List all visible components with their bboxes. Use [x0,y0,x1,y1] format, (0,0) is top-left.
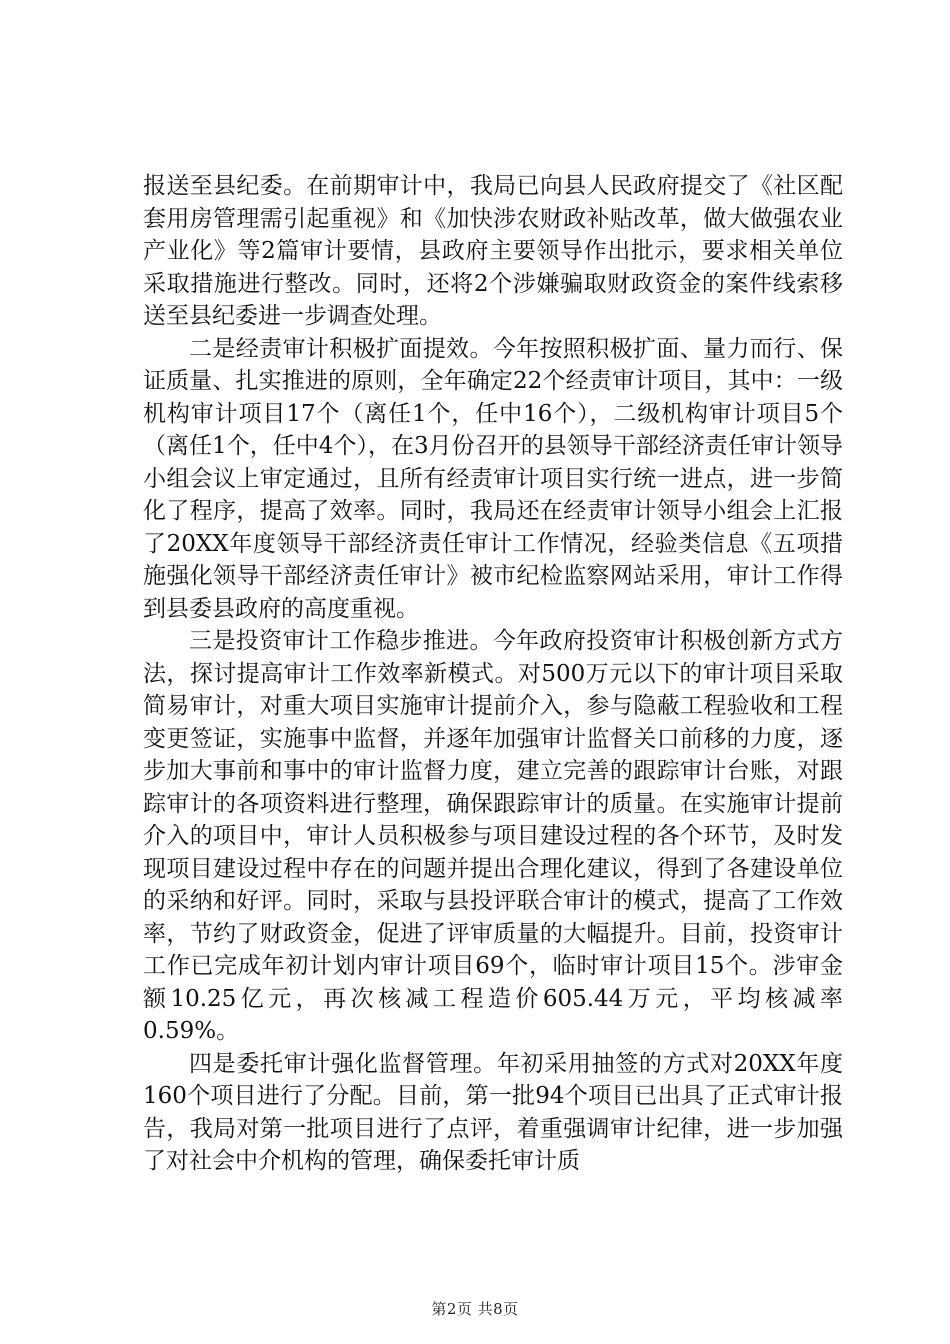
paragraph-economic-audit: 二是经责审计积极扩面提效。今年按照积极扩面、量力而行、保证质量、扎实推进的原则，全年确定22个经责审计项目，其中：一级机构审计项目17个（离任1个，任中16个），二级机构审计项目5个（离任1个，任中4个），在3月份召开的县领导干部经济责任审计领导小组会议上审定通过，且所有经责审计项目实行统一进点，进一步简化了程序，提高了效率。同时，我局还在经责审计领导小组会上汇报了20XX年度领导干部经济责任审计工作情况，经验类信息《五项措施强化领导干部经济责任审计》被市纪检监察网站采用，审计工作得到县委县政府的高度重视。 [143,335,843,622]
document-body [143,170,843,1178]
paragraph-investment-audit: 三是投资审计工作稳步推进。今年政府投资审计积极创新方式方法，探讨提高审计工作效率新模式。对500万元以下的审计项目采取简易审计，对重大项目实施审计提前介入，参与隐蔽工程验收和工程变更签证，实施事中监督，并逐年加强审计监督关口前移的力度，逐步加大事前和事中的审计监督力度，建立完善的跟踪审计台账，对跟踪审计的各项资料进行整理，确保跟踪审计的质量。在实施审计提前介入的项目中，审计人员积极参与项目建设过程的各个环节，及时发现项目建设过程中存在的问题并提出合理化建议，得到了各建设单位的采纳和好评。同时，采取与县投评联合审计的模式，提高了工作效率，节约了财政资金，促进了评审质量的大幅提升。目前，投资审计工作已完成年初计划内审计项目69个，临时审计项目15个。涉审金额10.25亿元，再次核减工程造价605.44万元，平均核减率0.59%。 [143,628,843,1044]
paragraph-continuation: 报送至县纪委。在前期审计中，我局已向县人民政府提交了《社区配套用房管理需引起重视》和《加快涉农财政补贴改革，做大做强农业产业化》等2篇审计要情，县政府主要领导作出批示，要求相关单位采取措施进行整改。同时，还将2个涉嫌骗取财政资金的案件线索移送至县纪委进一步调查处理。 [143,173,843,329]
paragraph-entrusted-audit: 四是委托审计强化监督管理。年初采用抽签的方式对20XX年度160个项目进行了分配。目前，第一批94个项目已出具了正式审计报告，我局对第一批项目进行了点评，着重强调审计纪律，进一步加强了对社会中介机构的管理，确保委托审计质 [143,1050,843,1174]
page-number-footer: 第2页 共8页 [431,1300,519,1318]
